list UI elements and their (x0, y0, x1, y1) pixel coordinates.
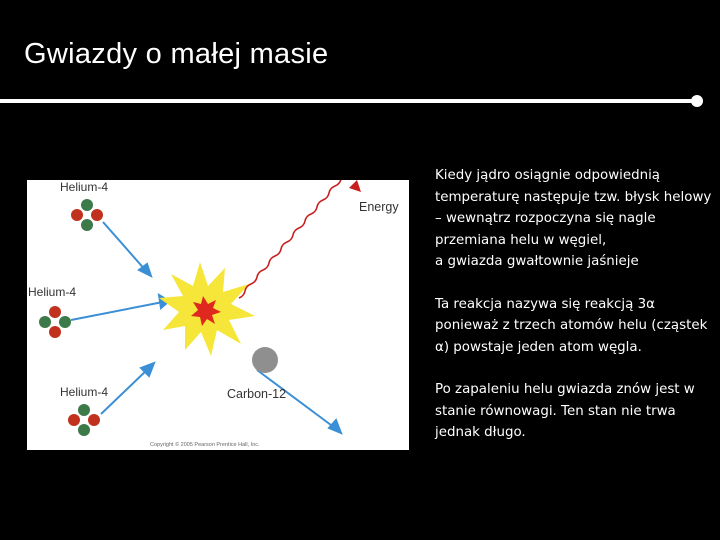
carbon-nucleus (252, 347, 278, 373)
title-divider (0, 99, 697, 103)
carbon-label: Carbon-12 (227, 387, 287, 401)
paragraph-helium-flash: Kiedy jądro osiągnie odpowiednią temperaturę następuje tzw. błysk helowy – wewnątrz rozpoczyna się nagle przemiana helu w węgiel, a gwiazda gwałtownie jaśnieje (435, 168, 712, 269)
energy-label: Energy (359, 200, 399, 214)
triple-alpha-diagram (27, 180, 409, 450)
slide-title: Gwiazdy o małej masie (24, 38, 329, 70)
helium-label-1: Helium-4 (60, 180, 109, 194)
helium-label-3: Helium-4 (60, 385, 109, 399)
paragraph-triple-alpha: Ta reakcja nazywa się reakcją 3α ponieważ z trzech atomów helu (cząstek α) powstaje jeden atom węgla. (435, 296, 708, 355)
helium-label-2: Helium-4 (28, 285, 77, 299)
explanation-text (435, 165, 715, 465)
title-divider-end-dot (691, 95, 703, 107)
copyright-note: Copyright © 2005 Pearson Prentice Hall, Inc. (150, 442, 260, 448)
paragraph-equilibrium: Po zapaleniu helu gwiazda znów jest w stanie równowagi. Ten stan nie trwa jednak długo. (435, 382, 695, 440)
